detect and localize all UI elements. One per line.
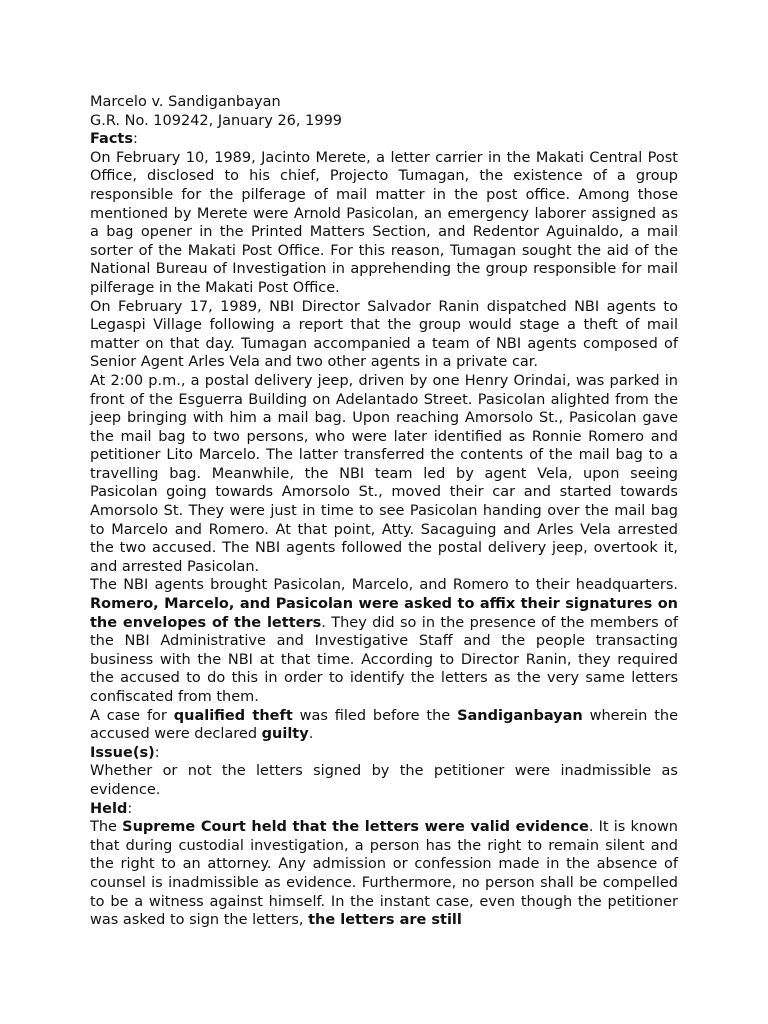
facts-text: A case for: [90, 707, 174, 724]
facts-emphasis: Sandiganbayan: [457, 707, 583, 724]
issue-paragraph: Whether or not the letters signed by the petitioner were inadmissible as evidence.: [90, 763, 678, 798]
facts-heading: Facts:: [90, 131, 138, 148]
facts-emphasis: Romero, Marcelo, and Pasicolan were asked to affix their signatures on the envelopes of the letters: [90, 596, 678, 631]
case-title: Marcelo v. Sandiganbayan: [90, 94, 281, 110]
facts-emphasis: guilty: [261, 726, 309, 743]
held-heading: Held:: [90, 800, 133, 817]
facts-paragraph-4: [90, 576, 678, 706]
facts-text: On February 10, 1989, Jacinto Merete, a letter carrier in the Makati Central Post Office, disclosed to his chief, Projecto Tumagan, the existence of a group responsible for the pilferage of mail matter in the post office. Among those mentioned by Merete were Arnold Pasicolan, an emergency laborer assigned as a bag opener in the Printed Matters Section, and Redentor Aguinaldo, a mail sorter of the Makati Post Office. For this reason, Tumagan sought the aid of the National Bureau of Investigation in apprehending the group responsible for mail pilferage in the Makati Post Office.: [90, 149, 678, 296]
facts-paragraph-1: [90, 149, 678, 298]
facts-text: was filed before the: [292, 707, 458, 724]
issue-heading-label: Issue(s): [90, 744, 155, 761]
facts-text: The NBI agents brought Pasicolan, Marcelo, and Romero to their headquarters.: [90, 577, 678, 594]
case-digest-document: [90, 93, 678, 930]
held-text: The: [90, 819, 123, 836]
facts-text: wherein the accused were declared: [90, 707, 678, 743]
facts-paragraph-2: [90, 298, 678, 372]
held-emphasis: the letters are still: [308, 912, 462, 929]
issue-heading: Issue(s):: [90, 744, 160, 761]
case-citation: G.R. No. 109242, January 26, 1999: [90, 112, 343, 129]
held-text: . It is known that during custodial investigation, a person has the right to remain silent and the right to an attorney. Any admission or confession made in the absence of counsel is inadmissible as evidence. Furthermore, no person shall be compelled to be a witness against himself. In the instant case, even though the petitioner was asked to sign the letters,: [90, 819, 679, 929]
facts-paragraph-5: [90, 707, 678, 744]
facts-paragraph-3: [90, 372, 678, 577]
facts-emphasis: qualified theft: [173, 707, 293, 724]
facts-heading-label: Facts: [90, 131, 133, 148]
held-heading-label: Held: [90, 800, 128, 817]
facts-text: On February 17, 1989, NBI Director Salvador Ranin dispatched NBI agents to Legaspi Village following a report that the group would stage a theft of mail matter on that day. Tumagan accompanied a team of NBI agents composed of Senior Agent Arles Vela and two other agents in a private car.: [90, 298, 678, 371]
held-emphasis: Supreme Court held that the letters were valid evidence: [122, 819, 589, 836]
facts-text: . They did so in the presence of the members of the NBI Administrative and Investigative Staff and the people transacting business with the NBI at that time. According to Director Ranin, they required the accused to do this in order to identify the letters as the very same letters confiscated from them.: [90, 614, 678, 705]
held-paragraph: [90, 818, 678, 930]
facts-text: .: [308, 726, 314, 743]
facts-text: At 2:00 p.m., a postal delivery jeep, driven by one Henry Orindai, was parked in front of the Esguerra Building on Adelantado Street. Pasicolan alighted from the jeep bringing with him a mail bag. Upon reaching Amorsolo St., Pasicolan gave the mail bag to two persons, who were later identified as Ronnie Romero and petitioner Lito Marcelo. The latter transferred the contents of the mail bag to a travelling bag. Meanwhile, the NBI team led by agent Vela, upon seeing Pasicolan going towards Amorsolo St., moved their car and started towards Amorsolo St. They were just in time to see Pasicolan handing over the mail bag to Marcelo and Romero. At that point, Atty. Sacaguing and Arles Vela arrested the two accused. The NBI agents followed the postal delivery jeep, overtook it, and arrested Pasicolan.: [90, 372, 678, 575]
